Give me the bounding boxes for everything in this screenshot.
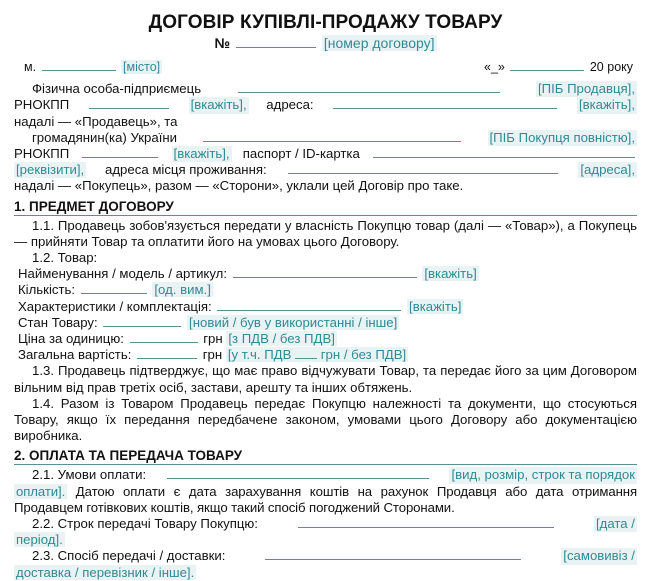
seller-line-3: надалі — «Продавець», та <box>14 113 178 129</box>
buyer-passport-blank[interactable] <box>373 146 635 158</box>
goods-total-label: Загальна вартість: <box>18 347 132 363</box>
goods-total-hint-a: [у т.ч. ПДВ <box>227 347 292 363</box>
seller-tax-label: РНОКПП <box>14 97 70 113</box>
goods-qty-line <box>14 282 637 298</box>
goods-price-hint[interactable]: [з ПДВ / без ПДВ] <box>228 331 335 347</box>
section-1-p3-text: 1.3. Продавець підтверджує, що має право відчужувати Товар, та передає його за цим Договором вільним від прав третіх осіб, застави, арешту та інших обтяжень. <box>14 363 637 395</box>
goods-total-line <box>14 347 637 363</box>
buyer-tax-label: РНОКПП <box>14 146 70 162</box>
payment-terms-rest: Датою оплати є дата зарахування коштів на рахунок Продавця або дата отримання Продавцем готівкових коштів, якщо такий спосіб погоджений Сторонами. <box>14 483 637 515</box>
seller-name-hint[interactable]: [ПІБ Продавця], <box>537 81 635 97</box>
goods-total-unit: грн <box>202 347 223 363</box>
buyer-name-hint[interactable]: [ПІБ Покупця повністю], <box>489 129 635 145</box>
section-1-paragraph-3 <box>14 363 637 395</box>
goods-spec-hint[interactable]: [вкажіть] <box>409 298 462 314</box>
goods-state-blank[interactable] <box>103 315 181 327</box>
section-2-heading: 2. ОПЛАТА ТА ПЕРЕДАЧА ТОВАРУ <box>14 447 637 465</box>
payment-terms-hint-b[interactable]: оплати]. <box>16 483 66 499</box>
delivery-method-label: 2.3. Спосіб передачі / доставки: <box>32 548 226 564</box>
goods-total-hint-b: грн / без ПДВ] <box>320 347 407 363</box>
payment-terms-continuation <box>14 484 637 516</box>
buyer-passport-hint[interactable]: [реквізити], <box>16 162 85 178</box>
seller-address-blank[interactable] <box>333 97 557 109</box>
section-1-p4-text: 1.4. Разом із Товаром Продавець передає Покупцю належності та документи, що стосуються Товару, якщо їх передання передбачене законом, умовами цього Договору або документацією виробника. <box>14 395 637 444</box>
buyer-citizen-text: громадянин(ка) України <box>32 129 178 145</box>
delivery-method-hint-a[interactable]: [самовивіз / <box>563 548 635 564</box>
date-year: 20 року <box>589 60 633 74</box>
date-day: «_» <box>484 60 505 74</box>
buyer-line-2 <box>14 146 637 162</box>
payment-terms-line <box>14 467 637 483</box>
date-month-blank[interactable] <box>510 59 584 71</box>
section-1-p1-text: 1.1. Продавець зобов'язується передати у власність Покупцю товар (далі — «Товар»), а Покупець — прийняти Товар та оплатити його на умовах цього Договору. <box>14 217 637 249</box>
delivery-term-label: 2.2. Строк передачі Товару Покупцю: <box>32 516 258 532</box>
buyer-passport-label: паспорт / ID-картка <box>242 146 360 162</box>
payment-terms-hint-a[interactable]: [вид, розмір, строк та порядок <box>451 467 635 483</box>
section-1-paragraph-2: 1.2. Товар: <box>32 250 98 266</box>
goods-name-hint[interactable]: [вкажіть] <box>424 266 477 282</box>
delivery-term-hint-a[interactable]: [дата / <box>596 516 635 532</box>
buyer-address-blank[interactable] <box>288 162 558 174</box>
goods-state-line <box>14 315 637 331</box>
seller-address-hint[interactable]: [вкажіть], <box>578 97 635 113</box>
goods-name-blank[interactable] <box>233 266 417 278</box>
goods-state-label: Стан Товару: <box>18 314 98 330</box>
city-field <box>24 59 162 75</box>
goods-qty-hint[interactable]: [од. вим.] <box>154 282 211 298</box>
seller-line-1 <box>14 81 637 97</box>
delivery-method-line <box>14 548 637 564</box>
seller-block <box>14 81 637 130</box>
city-hint[interactable]: [місто] <box>123 60 161 74</box>
city-date-line <box>14 59 637 75</box>
goods-total-blank[interactable] <box>137 347 197 359</box>
seller-tax-hint[interactable]: [вкажіть], <box>190 97 247 113</box>
goods-price-label: Ціна за одиницю: <box>18 331 124 347</box>
city-blank[interactable] <box>42 59 116 71</box>
delivery-term-continuation <box>14 532 637 548</box>
number-blank[interactable] <box>236 36 316 48</box>
payment-terms-blank[interactable] <box>167 467 429 479</box>
buyer-name-blank[interactable] <box>203 130 461 142</box>
contract-page <box>0 12 647 579</box>
goods-name-label: Найменування / модель / артикул: <box>18 266 228 282</box>
seller-line-2 <box>14 97 637 113</box>
seller-address-label: адреса: <box>266 97 314 113</box>
payment-terms-label: 2.1. Умови оплати: <box>32 467 147 483</box>
goods-price-blank[interactable] <box>130 331 198 343</box>
goods-name-line <box>14 266 637 282</box>
buyer-tax-hint[interactable]: [вкажіть], <box>173 146 230 162</box>
delivery-method-continuation <box>14 565 637 581</box>
date-field <box>484 59 633 75</box>
goods-spec-blank[interactable] <box>217 299 401 311</box>
section-1-heading: 1. ПРЕДМЕТ ДОГОВОРУ <box>14 198 637 216</box>
buyer-tax-blank[interactable] <box>82 146 158 158</box>
goods-spec-label: Характеристики / комплектація: <box>18 298 212 314</box>
buyer-line-4: надалі — «Покупець», разом — «Сторони», уклали цей Договір про таке. <box>14 178 464 194</box>
buyer-block <box>14 130 637 195</box>
buyer-line-1 <box>14 130 637 146</box>
goods-state-hint[interactable]: [новий / був у використанні / інше] <box>189 314 398 330</box>
contract-number-line <box>14 34 637 52</box>
section-1-paragraph-1 <box>14 218 637 250</box>
seller-type-text: Фізична особа-підприємець <box>32 81 202 97</box>
goods-spec-line <box>14 299 637 315</box>
seller-name-blank[interactable] <box>238 81 500 93</box>
section-1-paragraph-4 <box>14 396 637 445</box>
delivery-method-hint-b[interactable]: доставка / перевізник / інше]. <box>16 564 195 580</box>
buyer-address-hint[interactable]: [адреса], <box>580 162 635 178</box>
buyer-address-label: адреса місця проживання: <box>105 162 267 178</box>
document-title: ДОГОВІР КУПІВЛІ-ПРОДАЖУ ТОВАРУ <box>148 12 503 33</box>
goods-qty-label: Кількість: <box>18 282 76 298</box>
buyer-line-3 <box>14 162 637 178</box>
goods-total-hint[interactable] <box>226 347 408 362</box>
goods-qty-blank[interactable] <box>81 282 147 294</box>
delivery-term-line <box>14 516 637 532</box>
goods-vat-blank[interactable] <box>295 347 317 359</box>
delivery-method-blank[interactable] <box>265 548 521 560</box>
goods-price-line <box>14 331 637 347</box>
delivery-term-blank[interactable] <box>298 516 554 528</box>
goods-price-unit: грн <box>203 331 223 347</box>
delivery-term-hint-b[interactable]: період]. <box>16 532 63 548</box>
seller-tax-blank[interactable] <box>89 97 169 109</box>
number-label: № <box>214 35 231 51</box>
city-label: м. <box>24 60 37 74</box>
number-hint[interactable]: [номер договору] <box>323 35 435 51</box>
